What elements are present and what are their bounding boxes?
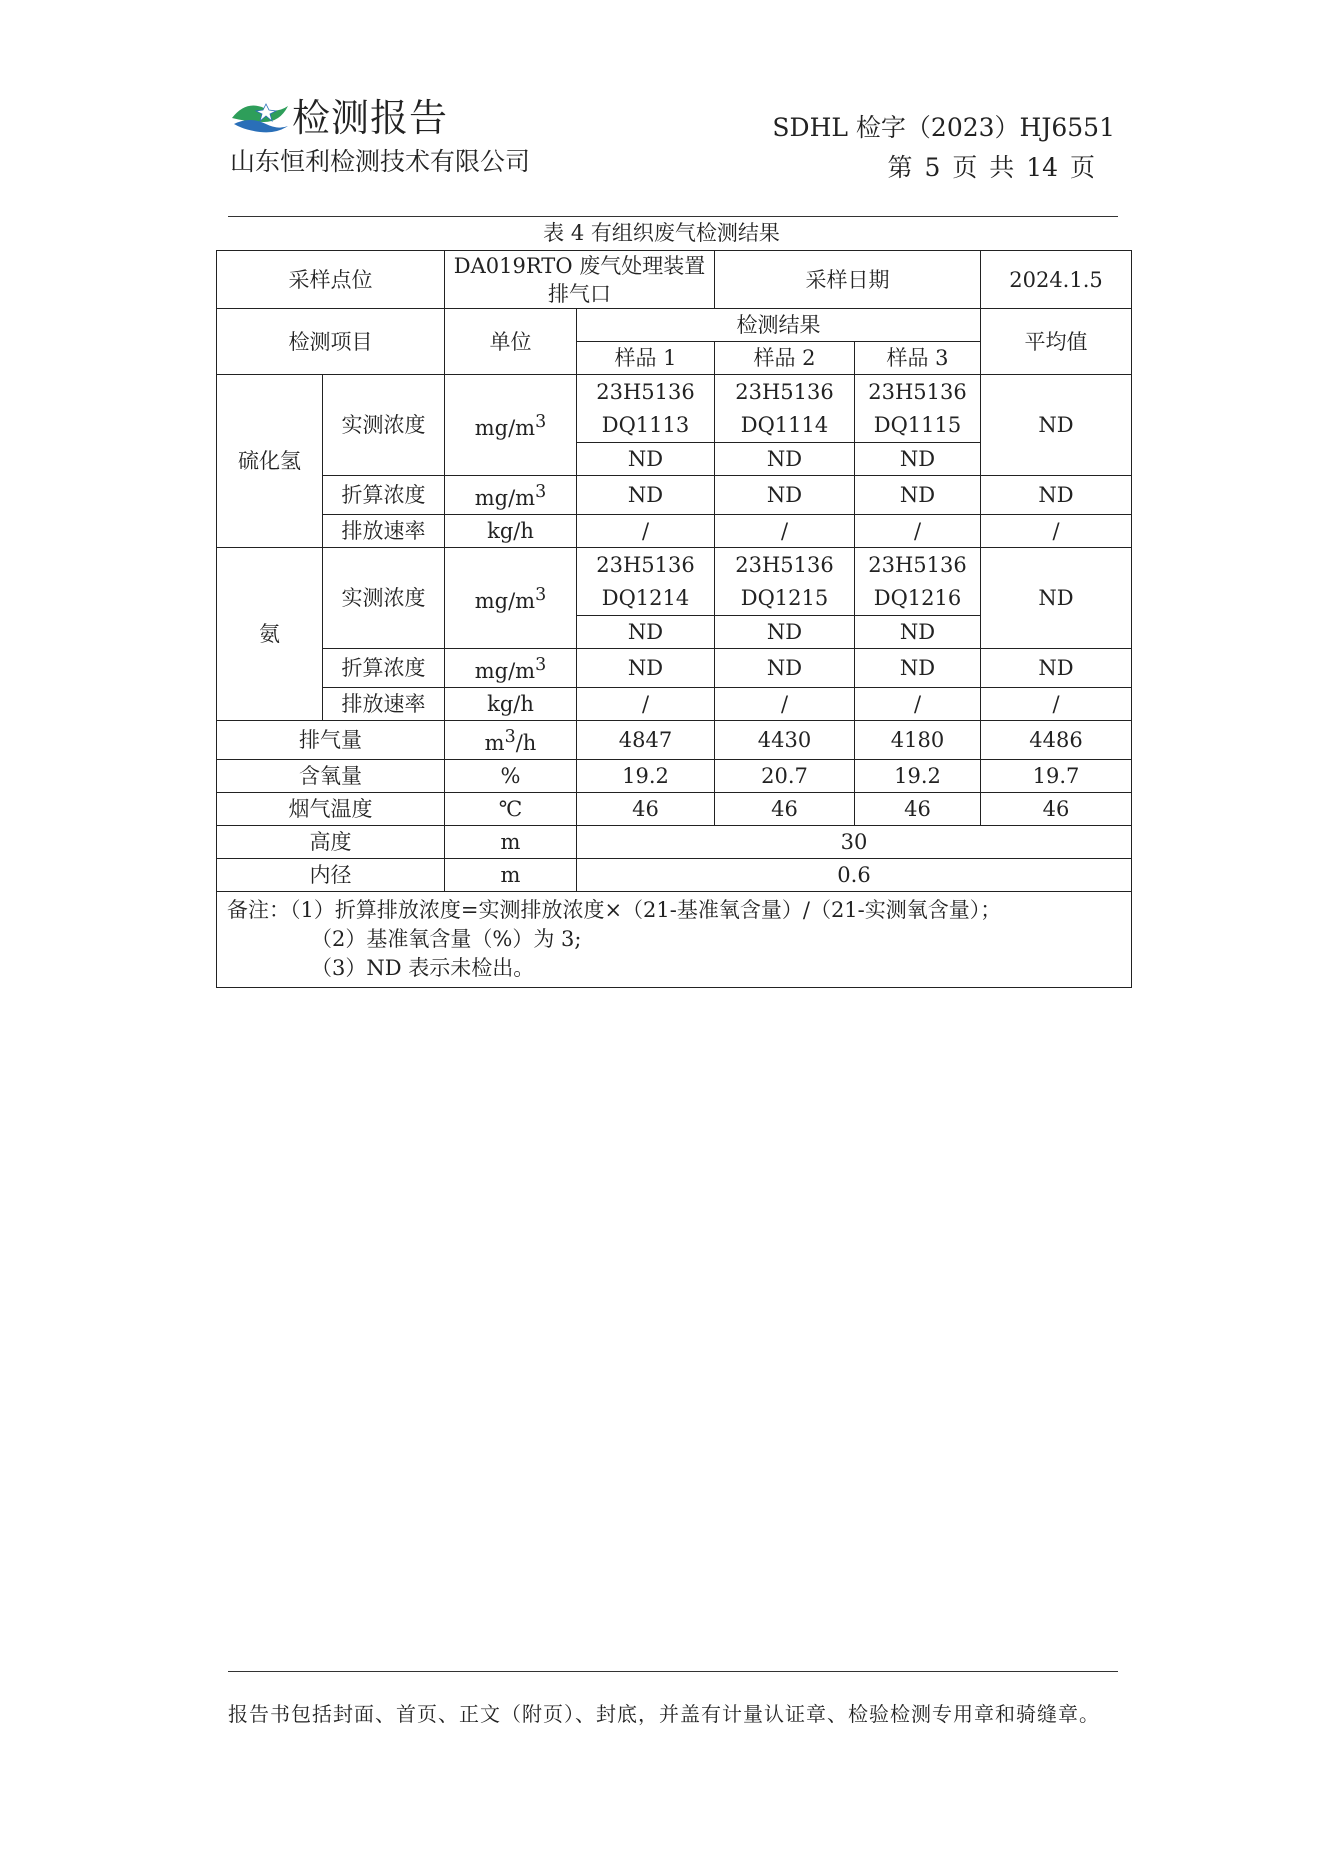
value-cell: ND bbox=[577, 443, 715, 476]
unit-tail: /h bbox=[515, 731, 537, 755]
note-line-1 bbox=[227, 896, 1121, 925]
unit-sup: 3 bbox=[535, 585, 547, 605]
average-cell: 46 bbox=[981, 793, 1132, 826]
head-sample-2: 样品 2 bbox=[715, 342, 855, 375]
sample-code: 23H5136 DQ1216 bbox=[855, 548, 981, 616]
sample-code: 23H5136 DQ1114 bbox=[715, 375, 855, 443]
value-cell: ND bbox=[855, 649, 981, 688]
table-row bbox=[217, 309, 1132, 342]
pollutant-name: 硫化氢 bbox=[217, 375, 323, 548]
value-cell: ND bbox=[577, 649, 715, 688]
value-cell: ND bbox=[855, 476, 981, 515]
value-cell: ND bbox=[855, 616, 981, 649]
sample-code: 23H5136 DQ1113 bbox=[577, 375, 715, 443]
average-cell: ND bbox=[981, 375, 1132, 476]
value-cell: 19.2 bbox=[855, 760, 981, 793]
unit-cell: kg/h bbox=[445, 688, 577, 721]
unit-sup: 3 bbox=[504, 727, 516, 747]
note-line-2: （2）基准氧含量（%）为 3; bbox=[311, 927, 582, 951]
row-label: 折算浓度 bbox=[323, 649, 445, 688]
company-logo-icon bbox=[230, 96, 290, 134]
head-unit: 单位 bbox=[445, 309, 577, 375]
average-cell: ND bbox=[981, 548, 1132, 649]
unit-sup: 3 bbox=[535, 482, 547, 502]
row-label: 高度 bbox=[217, 826, 445, 859]
value-cell: 4847 bbox=[577, 721, 715, 760]
table-row bbox=[217, 548, 1132, 616]
head-item: 检测项目 bbox=[217, 309, 445, 375]
sampling-point-label: 采样点位 bbox=[217, 251, 445, 309]
head-results: 检测结果 bbox=[577, 309, 981, 342]
notes-cell bbox=[217, 892, 1132, 988]
report-number: SDHL 检字（2023）HJ6551 bbox=[772, 113, 1115, 142]
value-cell: ND bbox=[715, 649, 855, 688]
unit-cell: kg/h bbox=[445, 515, 577, 548]
company-name: 山东恒利检测技术有限公司 bbox=[230, 147, 531, 176]
value-cell: 19.2 bbox=[577, 760, 715, 793]
table-row bbox=[217, 688, 1132, 721]
head-sample-3: 样品 3 bbox=[855, 342, 981, 375]
value-cell: / bbox=[855, 688, 981, 721]
value-cell: ND bbox=[715, 476, 855, 515]
value-cell: 20.7 bbox=[715, 760, 855, 793]
average-cell: ND bbox=[981, 649, 1132, 688]
table-row bbox=[217, 826, 1132, 859]
unit-cell bbox=[445, 721, 577, 760]
unit-cell: ℃ bbox=[445, 793, 577, 826]
value-cell: / bbox=[855, 515, 981, 548]
sampling-date-label: 采样日期 bbox=[715, 251, 981, 309]
average-cell: / bbox=[981, 515, 1132, 548]
table-caption: 表 4 有组织废气检测结果 bbox=[543, 221, 780, 245]
table-row bbox=[217, 375, 1132, 443]
table-row bbox=[217, 476, 1132, 515]
unit-cell bbox=[445, 649, 577, 688]
value-cell: / bbox=[715, 515, 855, 548]
table-row bbox=[217, 793, 1132, 826]
unit-cell bbox=[445, 476, 577, 515]
head-sample-1: 样品 1 bbox=[577, 342, 715, 375]
value-cell: 46 bbox=[577, 793, 715, 826]
unit-cell bbox=[445, 375, 577, 476]
table-row bbox=[217, 649, 1132, 688]
unit-text: mg/m bbox=[474, 589, 536, 613]
note-line-3: （3）ND 表示未检出。 bbox=[311, 956, 535, 980]
head-average: 平均值 bbox=[981, 309, 1132, 375]
average-cell: 19.7 bbox=[981, 760, 1132, 793]
table-row bbox=[217, 251, 1132, 309]
value-cell: / bbox=[577, 688, 715, 721]
row-label: 烟气温度 bbox=[217, 793, 445, 826]
footer-note: 报告书包括封面、首页、正文（附页）、封底，并盖有计量认证章、检验检测专用章和骑缝章。 bbox=[228, 1702, 1100, 1726]
unit-cell: m bbox=[445, 859, 577, 892]
value-cell: 46 bbox=[715, 793, 855, 826]
value-cell: 30 bbox=[577, 826, 1132, 859]
header-divider bbox=[228, 216, 1118, 217]
value-cell: ND bbox=[577, 476, 715, 515]
unit-cell bbox=[445, 548, 577, 649]
value-cell: / bbox=[577, 515, 715, 548]
report-title: 检测报告 bbox=[292, 96, 449, 140]
row-label: 含氧量 bbox=[217, 760, 445, 793]
notes-prefix: 备注： bbox=[227, 898, 290, 922]
value-cell: ND bbox=[577, 616, 715, 649]
unit-cell: m bbox=[445, 826, 577, 859]
value-cell: 4430 bbox=[715, 721, 855, 760]
unit-sup: 3 bbox=[535, 655, 547, 675]
table-row bbox=[217, 721, 1132, 760]
sampling-point-value: DA019RTO 废气处理装置排气口 bbox=[445, 251, 715, 309]
sampling-date-value: 2024.1.5 bbox=[981, 251, 1132, 309]
table-row bbox=[217, 760, 1132, 793]
results-table bbox=[216, 250, 1132, 988]
value-cell: 0.6 bbox=[577, 859, 1132, 892]
average-cell: ND bbox=[981, 476, 1132, 515]
sample-code: 23H5136 DQ1214 bbox=[577, 548, 715, 616]
value-cell: 4180 bbox=[855, 721, 981, 760]
average-cell: / bbox=[981, 688, 1132, 721]
value-cell: ND bbox=[855, 443, 981, 476]
row-label: 排放速率 bbox=[323, 515, 445, 548]
unit-text: mg/m bbox=[474, 659, 536, 683]
footer-divider bbox=[228, 1671, 1118, 1672]
unit-text: mg/m bbox=[474, 486, 536, 510]
row-label: 排气量 bbox=[217, 721, 445, 760]
unit-text: m bbox=[484, 731, 505, 755]
row-label: 排放速率 bbox=[323, 688, 445, 721]
unit-cell: % bbox=[445, 760, 577, 793]
table-row bbox=[217, 892, 1132, 988]
table-row bbox=[217, 859, 1132, 892]
average-cell: 4486 bbox=[981, 721, 1132, 760]
table-row bbox=[217, 515, 1132, 548]
value-cell: ND bbox=[715, 443, 855, 476]
value-cell: / bbox=[715, 688, 855, 721]
unit-text: mg/m bbox=[474, 416, 536, 440]
row-label: 实测浓度 bbox=[323, 548, 445, 649]
page-indicator: 第 5 页 共 14 页 bbox=[887, 153, 1095, 182]
value-cell: 46 bbox=[855, 793, 981, 826]
value-cell: ND bbox=[715, 616, 855, 649]
sample-code: 23H5136 DQ1215 bbox=[715, 548, 855, 616]
unit-sup: 3 bbox=[535, 412, 547, 432]
sample-code: 23H5136 DQ1115 bbox=[855, 375, 981, 443]
pollutant-name: 氨 bbox=[217, 548, 323, 721]
note-text: （1）折算排放浓度=实测排放浓度×（21-基准氧含量）/（21-实测氧含量）； bbox=[290, 898, 1002, 922]
row-label: 实测浓度 bbox=[323, 375, 445, 476]
row-label: 内径 bbox=[217, 859, 445, 892]
row-label: 折算浓度 bbox=[323, 476, 445, 515]
